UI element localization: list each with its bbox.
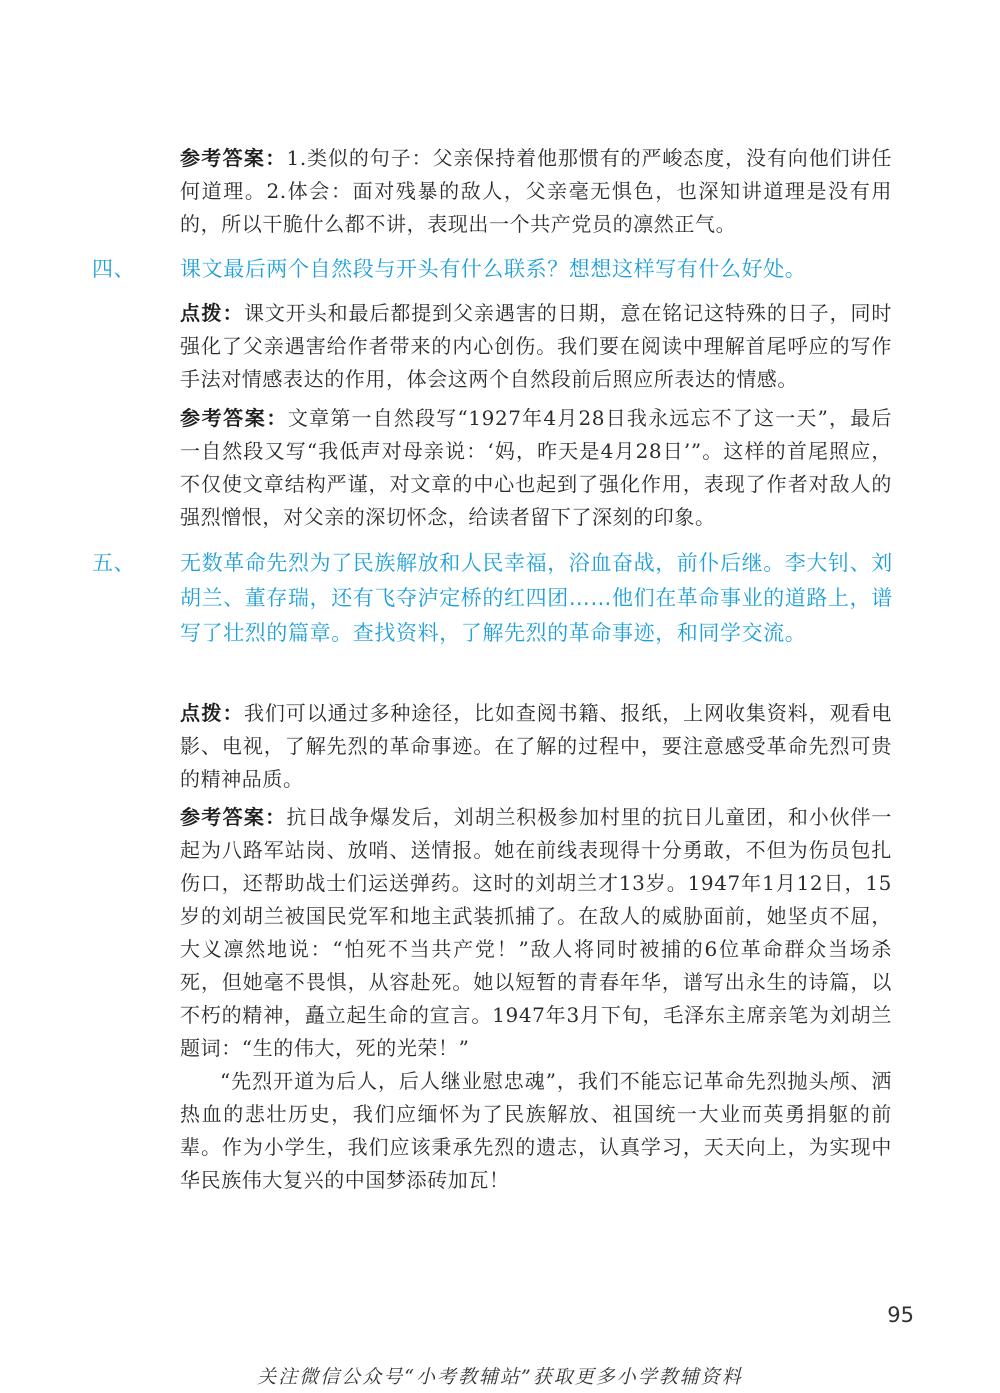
question-number: 四、 <box>92 257 136 281</box>
hint-block-4 <box>180 297 892 396</box>
hint-text: 我们可以通过多种途径，比如查阅书籍、报纸，上网收集资料，观看电影、电视，了解先烈的革命事迹。在了解的过程中，要注意感受革命先烈可贵的精神品质。 <box>180 701 892 791</box>
question-text: 无数革命先烈为了民族解放和人民幸福，浴血奋战，前仆后继。李大钊、刘胡兰、董存瑞，还有飞夺泸定桥的红四团……他们在革命事业的道路上，谱写了壮烈的篇章。查找资料，了解先烈的革命事迹，和同学交流。 <box>180 551 893 645</box>
hint-block-5 <box>180 697 892 796</box>
question-5 <box>92 546 896 651</box>
hint-label: 点拨： <box>180 701 244 725</box>
page-number: 95 <box>887 1303 914 1327</box>
answer-text: 抗日战争爆发后，刘胡兰积极参加村里的抗日儿童团，和小伙伴一起为八路军站岗、放哨、送情报。她在前线表现得十分勇敢，不但为伤员包扎伤口，还帮助战士们运送弹药。这时的刘胡兰才13岁。1947年1月12日，15岁的刘胡兰被国民党军和地主武装抓捕了。在敌人的威胁面前，她坚贞不屈，大义凛然地说：“怕死不当共产党！”敌人将同时被捕的6位革命群众当场杀死，但她毫不畏惧，从容赴死。她以短暂的青春年华，谱写出永生的诗篇，以不朽的精神，矗立起生命的宣言。1947年3月下旬，毛泽东主席亲笔为刘胡兰题词：“生的伟大，死的光荣！” <box>180 805 893 1060</box>
hint-label: 点拨： <box>180 301 244 325</box>
answer-text: 文章第一自然段写“1927年4月28日我永远忘不了这一天”，最后一自然段又写“我低声对母亲说：‘妈，昨天是4月28日’”。这样的首尾照应，不仅使文章结构严谨，对文章的中心也起到了强化作用，表现了作者对敌人的强烈憎恨，对父亲的深切怀念，给读者留下了深刻的印象。 <box>180 406 892 529</box>
answer-paragraph-2: “先烈开道为后人，后人继业慰忠魂”，我们不能忘记革命先烈抛头颅、洒热血的悲壮历史，我们应缅怀为了民族解放、祖国统一大业而英勇捐躯的前辈。作为小学生，我们应该秉承先烈的遗志，认真学习，天天向上，为实现中华民族伟大复兴的中国梦添砖加瓦！ <box>180 1069 892 1192</box>
answer-label: 参考答案： <box>180 146 287 170</box>
question-text: 课文最后两个自然段与开头有什么联系？想想这样写有什么好处。 <box>180 257 807 281</box>
answer-label: 参考答案： <box>180 406 288 430</box>
footer-note: 关注微信公众号“小考教辅站”获取更多小学教辅资料 <box>257 1366 743 1388</box>
answer-label: 参考答案： <box>180 805 287 829</box>
question-4 <box>92 252 896 287</box>
answer-block-3 <box>180 142 892 241</box>
answer-text: 1.类似的句子：父亲保持着他那惯有的严峻态度，没有向他们讲任何道理。2.体会：面对残暴的敌人，父亲毫无惧色，也深知讲道理是没有用的，所以干脆什么都不讲，表现出一个共产党员的凛然正气。 <box>180 146 893 236</box>
question-number: 五、 <box>92 551 136 575</box>
answer-block-4 <box>180 402 892 534</box>
hint-text: 课文开头和最后都提到父亲遇害的日期，意在铭记这特殊的日子，同时强化了父亲遇害给作者带来的内心创伤。我们要在阅读中理解首尾呼应的写作手法对情感表达的作用，体会这两个自然段前后照应所表达的情感。 <box>180 301 892 391</box>
answer-block-5 <box>180 801 892 1197</box>
